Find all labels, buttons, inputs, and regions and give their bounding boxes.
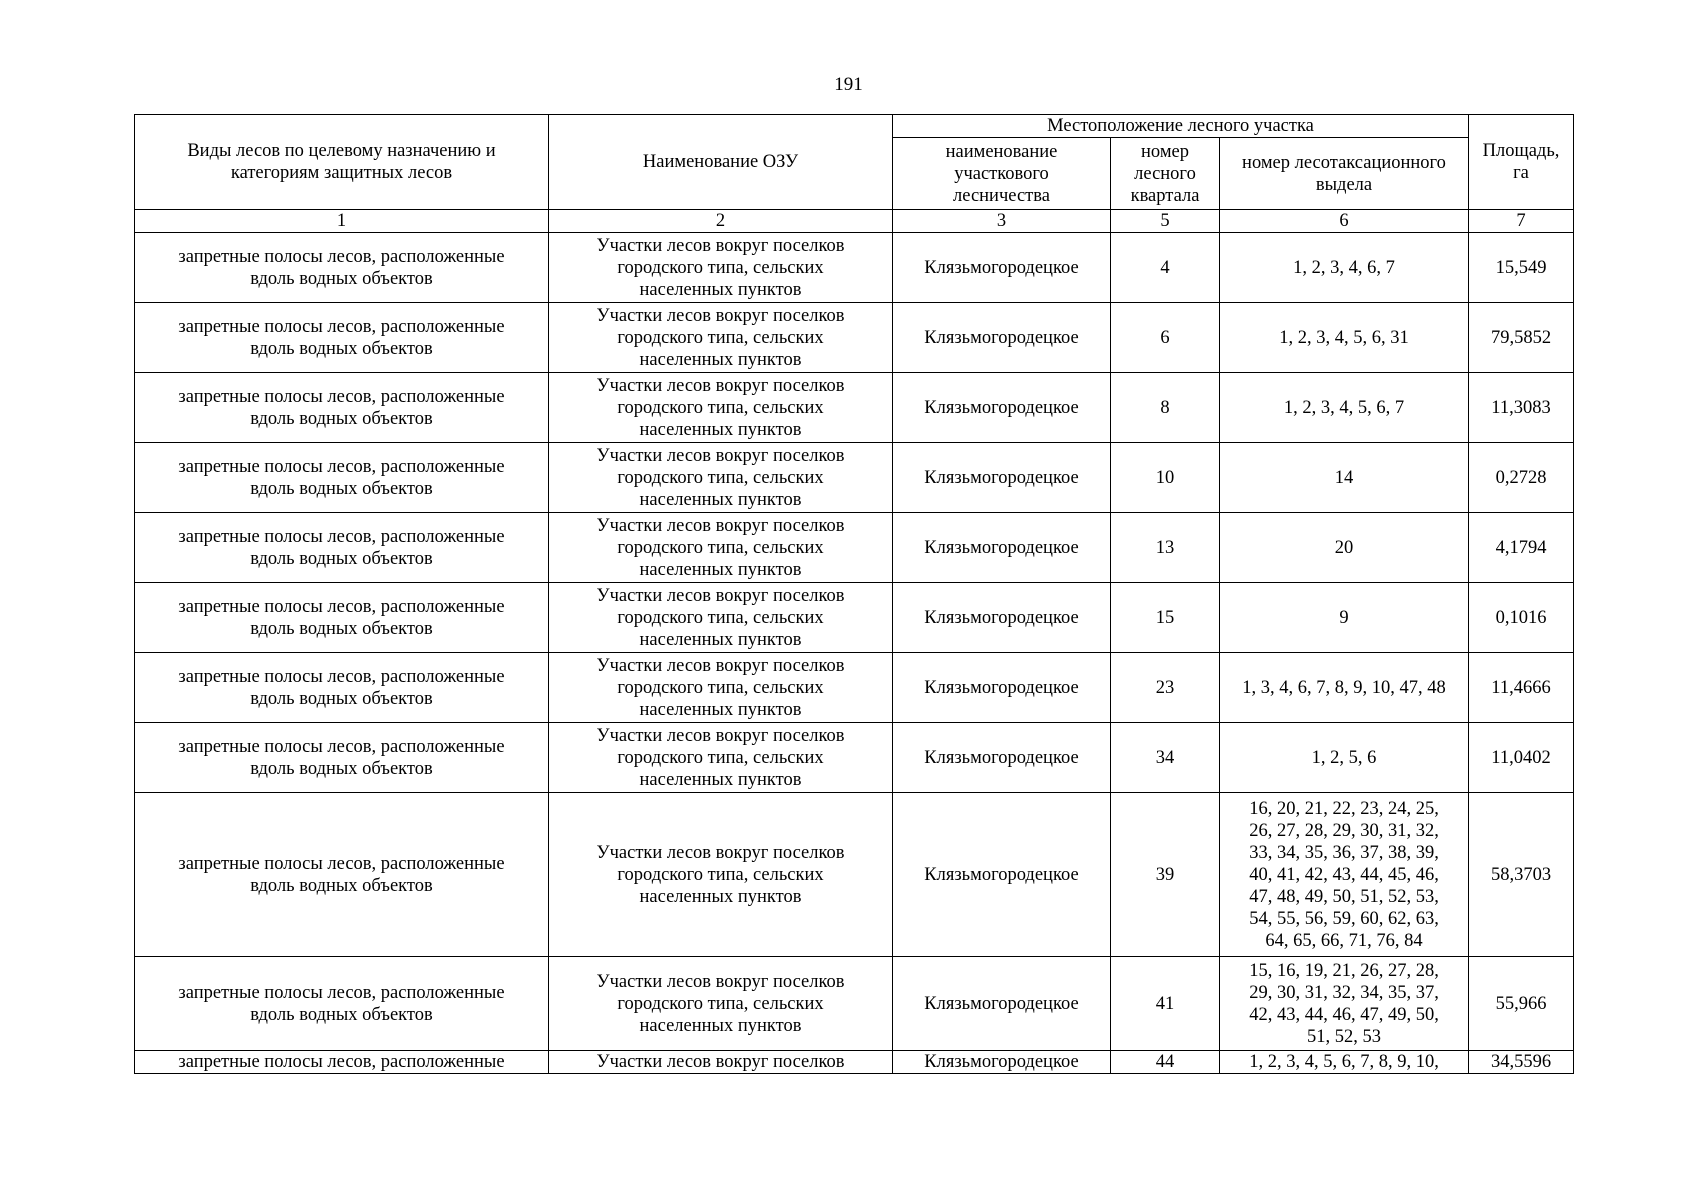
allotments-cell: 20 bbox=[1220, 513, 1469, 583]
ozu-cell: Участки лесов вокруг поселков городского типа, сельских населенных пунктов bbox=[549, 373, 893, 443]
allotments-cell: 16, 20, 21, 22, 23, 24, 25, 26, 27, 28, 29, 30, 31, 32, 33, 34, 35, 36, 37, 38, 39, 40, 41, 42, 43, 44, 45, 46, 47, 48, 49, 50, 51, 52, 53, 54, 55, 56, 59, 60, 62, 63, 64, 65, 66, 71, 76, 84 bbox=[1220, 793, 1469, 957]
table-row bbox=[135, 303, 1574, 373]
quarter-cell: 41 bbox=[1111, 957, 1220, 1051]
district-cell: Клязьмогородецкое bbox=[893, 583, 1111, 653]
table-row bbox=[135, 513, 1574, 583]
header-area: Площадь, га bbox=[1469, 115, 1574, 210]
ozu-cell: Участки лесов вокруг поселков городского типа, сельских населенных пунктов bbox=[549, 723, 893, 793]
quarter-cell: 23 bbox=[1111, 653, 1220, 723]
header-ozu-name: Наименование ОЗУ bbox=[549, 115, 893, 210]
district-cell: Клязьмогородецкое bbox=[893, 1051, 1111, 1074]
forest-type-cell: запретные полосы лесов, расположенные вдоль водных объектов bbox=[135, 583, 549, 653]
column-number: 5 bbox=[1111, 210, 1220, 233]
column-number: 3 bbox=[893, 210, 1111, 233]
ozu-cell: Участки лесов вокруг поселков городского типа, сельских населенных пунктов bbox=[549, 793, 893, 957]
area-cell: 0,2728 bbox=[1469, 443, 1574, 513]
table-row bbox=[135, 583, 1574, 653]
district-cell: Клязьмогородецкое bbox=[893, 373, 1111, 443]
column-number: 2 bbox=[549, 210, 893, 233]
allotments-cell: 1, 3, 4, 6, 7, 8, 9, 10, 47, 48 bbox=[1220, 653, 1469, 723]
area-cell: 55,966 bbox=[1469, 957, 1574, 1051]
area-cell: 58,3703 bbox=[1469, 793, 1574, 957]
allotments-cell: 1, 2, 3, 4, 6, 7 bbox=[1220, 233, 1469, 303]
ozu-cell: Участки лесов вокруг поселков городского типа, сельских населенных пунктов bbox=[549, 233, 893, 303]
column-number: 1 bbox=[135, 210, 549, 233]
forest-type-cell: запретные полосы лесов, расположенные bbox=[135, 1051, 549, 1074]
forest-type-cell: запретные полосы лесов, расположенные вдоль водных объектов bbox=[135, 233, 549, 303]
column-number: 7 bbox=[1469, 210, 1574, 233]
forest-type-cell: запретные полосы лесов, расположенные вдоль водных объектов bbox=[135, 303, 549, 373]
area-cell: 11,3083 bbox=[1469, 373, 1574, 443]
quarter-cell: 15 bbox=[1111, 583, 1220, 653]
column-number: 6 bbox=[1220, 210, 1469, 233]
district-cell: Клязьмогородецкое bbox=[893, 957, 1111, 1051]
area-cell: 34,5596 bbox=[1469, 1051, 1574, 1074]
header-forest-types: Виды лесов по целевому назначению и категориям защитных лесов bbox=[135, 115, 549, 210]
quarter-cell: 8 bbox=[1111, 373, 1220, 443]
allotments-cell: 1, 2, 3, 4, 5, 6, 7 bbox=[1220, 373, 1469, 443]
quarter-cell: 13 bbox=[1111, 513, 1220, 583]
forest-type-cell: запретные полосы лесов, расположенные вдоль водных объектов bbox=[135, 653, 549, 723]
header-allotment-number: номер лесотаксационного выдела bbox=[1220, 138, 1469, 210]
quarter-cell: 10 bbox=[1111, 443, 1220, 513]
quarter-cell: 34 bbox=[1111, 723, 1220, 793]
area-cell: 0,1016 bbox=[1469, 583, 1574, 653]
district-cell: Клязьмогородецкое bbox=[893, 303, 1111, 373]
allotments-cell: 1, 2, 3, 4, 5, 6, 31 bbox=[1220, 303, 1469, 373]
ozu-cell: Участки лесов вокруг поселков городского типа, сельских населенных пунктов bbox=[549, 653, 893, 723]
ozu-cell: Участки лесов вокруг поселков городского типа, сельских населенных пунктов bbox=[549, 957, 893, 1051]
allotments-cell: 1, 2, 3, 4, 5, 6, 7, 8, 9, 10, bbox=[1220, 1051, 1469, 1074]
district-cell: Клязьмогородецкое bbox=[893, 793, 1111, 957]
district-cell: Клязьмогородецкое bbox=[893, 513, 1111, 583]
header-quarter-number: номер лесного квартала bbox=[1111, 138, 1220, 210]
table-row bbox=[135, 653, 1574, 723]
forest-type-cell: запретные полосы лесов, расположенные вдоль водных объектов bbox=[135, 443, 549, 513]
district-cell: Клязьмогородецкое bbox=[893, 443, 1111, 513]
allotments-cell: 9 bbox=[1220, 583, 1469, 653]
allotments-cell: 14 bbox=[1220, 443, 1469, 513]
column-number-row bbox=[135, 210, 1574, 233]
table-row bbox=[135, 233, 1574, 303]
quarter-cell: 4 bbox=[1111, 233, 1220, 303]
ozu-cell: Участки лесов вокруг поселков городского типа, сельских населенных пунктов bbox=[549, 583, 893, 653]
table-row bbox=[135, 723, 1574, 793]
allotments-cell: 1, 2, 5, 6 bbox=[1220, 723, 1469, 793]
area-cell: 79,5852 bbox=[1469, 303, 1574, 373]
forest-type-cell: запретные полосы лесов, расположенные вдоль водных объектов bbox=[135, 793, 549, 957]
forest-type-cell: запретные полосы лесов, расположенные вдоль водных объектов bbox=[135, 723, 549, 793]
quarter-cell: 39 bbox=[1111, 793, 1220, 957]
table-row bbox=[135, 957, 1574, 1051]
forest-plots-table bbox=[134, 114, 1574, 1074]
table-row bbox=[135, 793, 1574, 957]
header-location-group: Местоположение лесного участка bbox=[893, 115, 1469, 138]
ozu-cell: Участки лесов вокруг поселков bbox=[549, 1051, 893, 1074]
header-district-name: наименование участкового лесничества bbox=[893, 138, 1111, 210]
ozu-cell: Участки лесов вокруг поселков городского типа, сельских населенных пунктов bbox=[549, 513, 893, 583]
allotments-cell: 15, 16, 19, 21, 26, 27, 28, 29, 30, 31, 32, 34, 35, 37, 42, 43, 44, 46, 47, 49, 50, 51, 52, 53 bbox=[1220, 957, 1469, 1051]
district-cell: Клязьмогородецкое bbox=[893, 723, 1111, 793]
area-cell: 15,549 bbox=[1469, 233, 1574, 303]
table-row bbox=[135, 1051, 1574, 1074]
area-cell: 4,1794 bbox=[1469, 513, 1574, 583]
district-cell: Клязьмогородецкое bbox=[893, 653, 1111, 723]
quarter-cell: 6 bbox=[1111, 303, 1220, 373]
page-number: 191 bbox=[834, 74, 863, 95]
area-cell: 11,0402 bbox=[1469, 723, 1574, 793]
quarter-cell: 44 bbox=[1111, 1051, 1220, 1074]
forest-type-cell: запретные полосы лесов, расположенные вдоль водных объектов bbox=[135, 373, 549, 443]
area-cell: 11,4666 bbox=[1469, 653, 1574, 723]
ozu-cell: Участки лесов вокруг поселков городского типа, сельских населенных пунктов bbox=[549, 443, 893, 513]
ozu-cell: Участки лесов вокруг поселков городского типа, сельских населенных пунктов bbox=[549, 303, 893, 373]
forest-type-cell: запретные полосы лесов, расположенные вдоль водных объектов bbox=[135, 957, 549, 1051]
table-row bbox=[135, 443, 1574, 513]
table-row bbox=[135, 373, 1574, 443]
district-cell: Клязьмогородецкое bbox=[893, 233, 1111, 303]
forest-type-cell: запретные полосы лесов, расположенные вдоль водных объектов bbox=[135, 513, 549, 583]
